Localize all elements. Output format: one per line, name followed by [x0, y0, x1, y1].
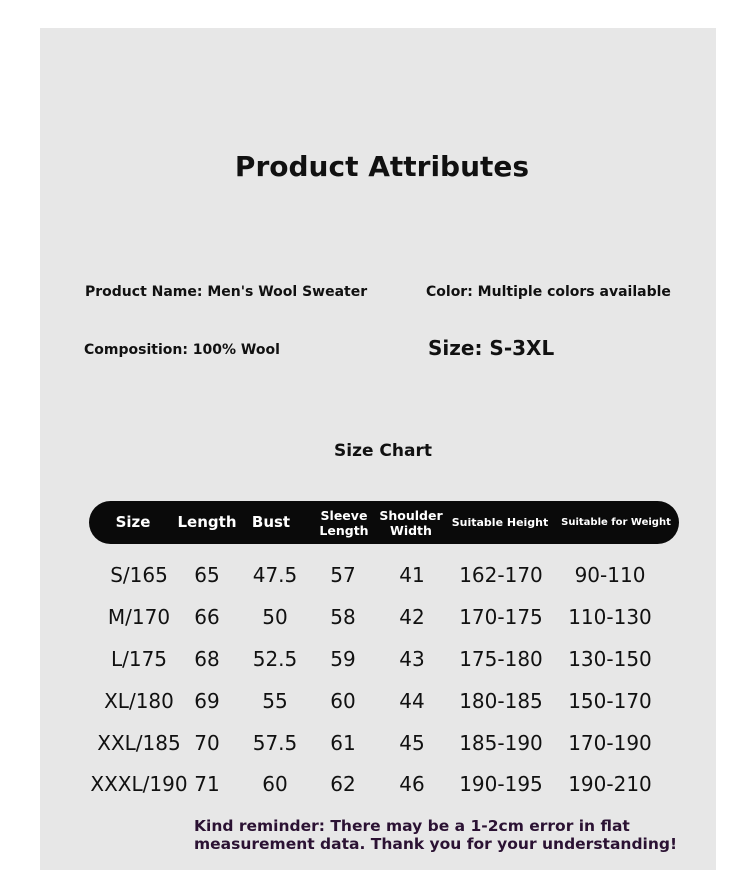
cell-length: 70	[194, 731, 220, 755]
cell-bust: 57.5	[252, 731, 298, 755]
cell-shoulder-width: 46	[399, 772, 425, 796]
cell-bust: 55	[262, 689, 288, 713]
cell-suitable-weight: 90-110	[574, 563, 646, 587]
header-suitable-weight-line: Suitable for Weight	[561, 517, 671, 528]
cell-size: S/165	[110, 563, 168, 587]
cell-suitable-weight: 130-150	[568, 647, 652, 671]
header-bust-line: Bust	[251, 513, 291, 531]
cell-bust: 52.5	[252, 647, 298, 671]
cell-sleeve-length: 58	[330, 605, 356, 629]
cell-shoulder-width: 45	[399, 731, 425, 755]
cell-length: 69	[194, 689, 220, 713]
size-chart-title: Size Chart	[334, 441, 432, 461]
header-shoulder-width	[379, 501, 443, 544]
cell-length: 66	[194, 605, 220, 629]
header-shoulder-width-line: Shoulder	[379, 507, 443, 523]
cell-bust: 47.5	[252, 563, 298, 587]
cell-suitable-weight: 170-190	[568, 731, 652, 755]
cell-sleeve-length: 57	[330, 563, 356, 587]
cell-size: L/175	[110, 647, 168, 671]
cell-sleeve-length: 59	[330, 647, 356, 671]
cell-suitable-height: 175-180	[459, 647, 543, 671]
color-attr: Color: Multiple colors available	[426, 284, 671, 300]
cell-length: 68	[194, 647, 220, 671]
product-name-attr: Product Name: Men's Wool Sweater	[85, 284, 368, 300]
cell-suitable-weight: 150-170	[568, 689, 652, 713]
header-suitable-height-line: Suitable Height	[451, 516, 549, 529]
cell-size: M/170	[107, 605, 171, 629]
header-bust	[237, 501, 305, 544]
header-size	[89, 501, 177, 544]
cell-bust: 60	[262, 772, 288, 796]
cell-length: 71	[194, 772, 220, 796]
header-shoulder-width-line: Width	[390, 522, 432, 538]
cell-sleeve-length: 62	[330, 772, 356, 796]
reminder-line-1: Kind reminder: There may be a 1-2cm error in flat	[194, 817, 630, 835]
cell-length: 65	[194, 563, 220, 587]
cell-suitable-height: 190-195	[459, 772, 543, 796]
cell-shoulder-width: 43	[399, 647, 425, 671]
table-row	[0, 769, 750, 799]
header-length-line: Length	[177, 513, 237, 531]
header-suitable-weight	[555, 501, 677, 544]
cell-shoulder-width: 42	[399, 605, 425, 629]
cell-suitable-height: 185-190	[459, 731, 543, 755]
header-sleeve-length-line: Sleeve	[320, 507, 368, 523]
cell-sleeve-length: 61	[330, 731, 356, 755]
header-size-line: Size	[115, 513, 151, 531]
cell-suitable-weight: 110-130	[568, 605, 652, 629]
header-length	[177, 501, 237, 544]
cell-shoulder-width: 41	[399, 563, 425, 587]
table-row	[0, 644, 750, 674]
cell-size: XXXL/190	[90, 772, 188, 796]
table-row	[0, 728, 750, 758]
kind-reminder	[194, 817, 678, 853]
size-chart-header	[89, 501, 679, 544]
cell-shoulder-width: 44	[399, 689, 425, 713]
size-attr: Size: S-3XL	[428, 336, 555, 360]
cell-size: XXL/185	[97, 731, 181, 755]
header-sleeve-length	[309, 501, 379, 544]
composition-attr: Composition: 100% Wool	[84, 342, 280, 358]
reminder-line-2: measurement data. Thank you for your understanding!	[194, 835, 678, 853]
cell-bust: 50	[262, 605, 288, 629]
table-row	[0, 686, 750, 716]
cell-suitable-height: 162-170	[459, 563, 543, 587]
table-row	[0, 560, 750, 590]
header-suitable-height	[446, 501, 554, 544]
cell-suitable-height: 170-175	[459, 605, 543, 629]
cell-size: XL/180	[104, 689, 174, 713]
header-sleeve-length-line: Length	[319, 522, 369, 538]
page-title: Product Attributes	[234, 150, 530, 183]
cell-suitable-height: 180-185	[459, 689, 543, 713]
cell-sleeve-length: 60	[330, 689, 356, 713]
table-row	[0, 602, 750, 632]
cell-suitable-weight: 190-210	[568, 772, 652, 796]
